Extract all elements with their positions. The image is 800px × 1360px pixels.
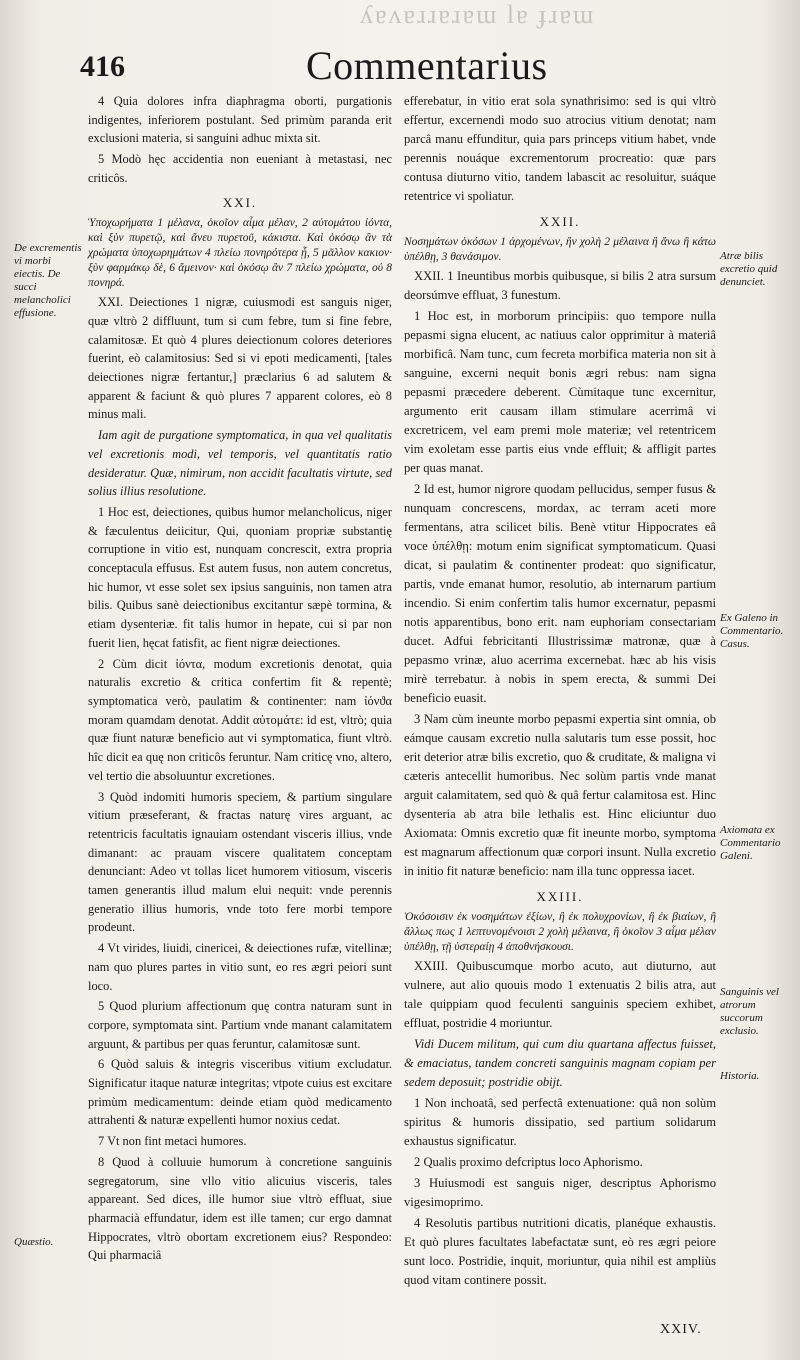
commentary-note: 3 Nam cùm ineunte morbo pepasmi expertia sint omnia, ob eámque causam excretio nulla salutaris tum esse possit, hoc erit deterior atræ bilis excretio, quo & cruditate, & maligna vi cæteris antecellit humoribus. Nec solùm partis vnde manat arguit calamitatem, sed quò & quâ fertur calamitosa est. Hinc dysenteria ab atra bile lethalis est. Hinc eliciuntur duo Axiomata: Omnis excretio quæ fit ineunte morbo, symptoma est magnarum affectionum quæ corpori insunt. Nulla excretio in initio fit naturæ beneficio: nam illa tunc oppressa iacet. — [404, 712, 716, 878]
commentary-note: 3 Quòd indomiti humoris speciem, & partium singulare vitium præseferant, & fractas naturę vires arguant, ac retentricis facultatis ignauiam ostendant visceris illius, vnde dimanant: ac prauam viscere qualitatem conceptam denunciant: Adeo vt tollas licet humorem vitiosum, visceris tamen generantis illud malum elui nequit: vnde perennis generatio illius humoris, vnde toto fere morbi tempore prodeunt. — [88, 789, 392, 935]
right-column — [404, 92, 716, 1292]
commentary-note: 6 Quòd saluis & integris visceribus vitium excludatur. Significatur itaque naturæ integritas; vtpote cuius est excitare primùm medicamentum: deinde etiam quòd medicamento attrahenti & naturæ expellenti humor noxius cedat. — [88, 1057, 392, 1128]
bleed-through-text: ʎɐʌɐɹɹɐɹɐɯ lɐ ɟɹɐɯ — [360, 0, 596, 29]
catchword: XXIV. — [660, 1322, 702, 1337]
commentary-note: 2 Qualis proximo defcriptus loco Aphorismo. — [414, 1155, 643, 1169]
running-head: Commentarius — [306, 43, 548, 88]
commentary-note: 5 Modò hęc accidentia non eueniant à metastasi, nec criticôs. — [88, 152, 392, 185]
commentary-note: 3 Huiusmodi est sanguis niger, descriptus Aphorismo vigesimoprimo. — [404, 1176, 716, 1209]
commentary-note: 4 Resolutis partibus nutritioni dicatis, planéque exhaustis. Et quò plures facultates labefactatæ sunt, eò res ægri peiore sunt loco. Postridie, inquit, moriuntur, quia nihil est ampliùs quod vitam continere possit. — [404, 1216, 716, 1287]
page-number: 416 — [80, 50, 125, 83]
continued-paragraph: efferebatur, in vitio erat sola synathrisimo: sed is qui vltrò effertur, excernendi modo suo atrocius vitium denotat; nam parcâ manu effunditur, quia pars princeps vitium habet, vnde perennis nouáque excrementorum procreatio: quæ pars contusa diuturno vitio, tandem labascit ac resoluitur, suáque retentrice vi spoliatur. — [404, 94, 716, 203]
commentary-note: 1 Hoc est, in morborum principiis: quo tempore nulla pepasmi signa elucent, ac natiuus calor opprimitur à materiâ morbificâ. Nam tunc, cum fecreta morbifica materia non sit à sanguine, excerni nequit bonis ægri rebus: nam signa pepasmi præcedere deberent. Cùmitaque tunc excernitur, argumento erit causam illam stimulare acerrimâ vi excretricem, vel eam premi mole materiæ; vel retentricem vim exoletam esse partis eius vnde effluit; & affligit partes per quas manat. — [404, 309, 716, 475]
left-column — [88, 92, 392, 1267]
commentary-note: 2 Cùm dicit ἰόντα, modum excretionis denotat, quia naturalis excretio & critica confertim fit & repentè; symptomatica verò, paulatim & continenter: nam ἰόνϑα moram quamdam denotat. Addit αὐτομάτε: id est, vltrò; quia quæ fiunt naturæ beneficio aut vi symptomatica, fiunt vltrò. hîc dicit ea quę non criticôs feruntur. Nam criticę vno, altero, vel tertio die absoluuntur excretiones. — [88, 656, 392, 783]
margin-note-atrae-bilis: Atræ bilis excretio quid denunciet. — [720, 250, 778, 288]
greek-aphorism: Ὁκόσοισιν ἐκ νοσημάτων ἐξίων, ἢ ἐκ πολυχρονίων, ἢ ἐκ βιαίων, ἢ ἄλλως πως 1 λεπτυνομένοισι 2 χολὴ μέλαινα, ἢ ὁκοῖον 3 αἷμα μέλαν ὑπέλθῃ, τῇ ὑστεραίῃ 4 ἀποθνήσκουσι. — [404, 911, 716, 953]
margin-note-quaestio: Quæstio. — [14, 1236, 54, 1248]
italic-commentary: Iam agit de purgatione symptomatica, in qua vel qualitatis vel excretionis modi, vel temporis, vel quantitatis ratio desideratur. Quæ, nimirum, non accidit facultatis virtute, sed solius illius resolutione. — [88, 428, 392, 499]
section-number: XXI. — [222, 194, 258, 210]
commentary-note: 5 Quod plurium affectionum quę contra naturam sunt in corpore, symptomata sint. Partium vnde manant calamitatem arguunt, & partibus per quas feruntur, calamitosæ sunt. — [88, 999, 392, 1051]
commentary-note: 8 Quod à colluuie humorum à concretione sanguinis segregatorum, sine vllo vitio alicuius visceris, tales appareant. Sed dices, ille humor siue vltrò effluat, siue pharmacià effundatur, idem est ille tamen; cur ergo damnat Hippocrates, vltrò obortam excretionem eius? Respondeo: Qui pharmaciâ — [88, 1154, 392, 1263]
margin-note-ex-galeno: Ex Galeno in Commentario. Casus. — [720, 612, 784, 650]
greek-aphorism: Νοσημάτων ὁκόσων 1 ἀρχομένων, ἢν χολὴ 2 μέλαινα ἢ ἄνω ἢ κάτω ὑπέλθῃ, 3 θανάσιμον. — [404, 236, 716, 263]
section-number: XXII. — [539, 214, 581, 229]
margin-note-sanguinis: Sanguinis vel atrorum succorum exclusio. — [720, 986, 779, 1037]
commentary-note: 1 Hoc est, deiectiones, quibus humor melancholicus, niger & fæculentus deiicitur, Qui, quoniam propriæ substantię corruptione in vitio est, nunquam concrescit, extra propria conceptacula effusus. Est autem fusus, non autem concretus, hic humor, vt esse solet sex ipsius sanguinis, non tamen atra bilis. Quibus sanè deiectionibus excitantur sæpè tormina, & etiam dysenteriæ. fit talis humor in hepate, cui si par non fuerit lien, hęcat fatisfit, ac fient nigræ deiectiones. — [88, 504, 392, 650]
margin-note-de-excrementis: De excrementis vi morbi eiectis. De succi melancholici effusione. — [14, 242, 82, 319]
greek-aphorism: Ὑποχωρήματα 1 μέλανα, ὁκοῖον αἷμα μέλαν, 2 αὐτομάτου ἰόντα, καὶ ξὺν πυρετῷ, καὶ ἄνευ πυρετοῦ, κάκιστα. Καὶ ὁκόσῳ ἂν τὰ χρώματα ὑποχωρημάτων 4 πλείω πονηρότερα ᾖ, 5 μᾶλλον κακιον· ξὺν φαρμάκῳ δὲ, 6 ἄμεινον· καὶ ὁκόσῳ ἂν 7 πλείω χρώματα, οὐ 8 πονηρά. — [88, 217, 392, 290]
commentary-note: 4 Vt virides, liuidi, cinericei, & deiectiones rufæ, vitellinæ; nam quo plures partes in vitio sunt, eo res ægri peiori sunt loco. — [88, 941, 392, 993]
margin-note-historia: Historia. — [720, 1070, 760, 1082]
commentary-note: 2 Id est, humor nigrore quodam pellucidus, semper fusus & nunquam concrescens, mordax, ac terram aceti more fermentans, atra scilicet bilis. Benè vtitur Hippocrates eâ voce ὑπέλθῃ: motum enim significat symptomaticum. Quasi dicat, si paulatim & continenter prodeat: quo significatur, partis, vnde emanat humor, resolutio, ab internarum partium incendio. Si enim confertim talis humor excernatur, pepasmi notis apparentibus, bono erit. nam euphoriam consectariam ducet. Adfui febricitanti Illustrissimæ matronæ, quæ à pepasmo vrinæ, aluo acerrima excernebat. hæc ab his visis mirè terrebatur. à nobis in spem erecta, & summi Dei beneficio euasit. — [404, 482, 716, 705]
italic-commentary: Vidi Ducem militum, qui cum diu quartana affectus fuisset, & emaciatus, tandem concreti sanguinis magnam copiam per sedem deposuit; postridie obijt. — [404, 1037, 716, 1089]
commentary-note: 7 Vt non fint metaci humores. — [98, 1134, 247, 1149]
latin-aphorism: XXIII. Quibuscumque morbo acuto, aut diuturno, aut vulnere, aut alio quouis modo 1 extenuatis 2 bilis atra, aut tale quippiam quod feculenti sanguinis speciem exhibet, effluat, postridie 4 moriuntur. — [404, 959, 716, 1030]
latin-aphorism: XXII. 1 Ineuntibus morbis quibusque, si bilis 2 atra sursum deorsúmve effluat, 3 funestum. — [404, 269, 716, 302]
margin-note-axiomata: Axiomata ex Commentario Galeni. — [720, 824, 781, 862]
commentary-note: 4 Quia dolores infra diaphragma oborti, purgationis indigentes, inferiorem postulant. Sed primùm paranda erit exclusioni materia, si sanguini adhuc mixta sit. — [88, 94, 392, 146]
latin-aphorism: XXI. Deiectiones 1 nigræ, cuiusmodi est sanguis niger, quæ vltrò 2 diffluunt, tum si cum febre, tum si fine febre, calamitosæ. Et quò 4 plures deiectionum colores deteriores fuerint, eò calamitosius: Sed si vi epoti medicamenti, [tales deiectiones nigræ fertantur,] præclarius 6 ad salutem & apparent & faciunt & quò plures 7 apparent colores, eò 8 minus mali. — [88, 295, 392, 422]
section-number: XXIII. — [536, 889, 584, 904]
commentary-note: 1 Non inchoatâ, sed perfectâ extenuatione: quâ non solùm spiritus & humoris dissipatio, sed partium solidarum exhaustus significatur. — [404, 1096, 716, 1148]
